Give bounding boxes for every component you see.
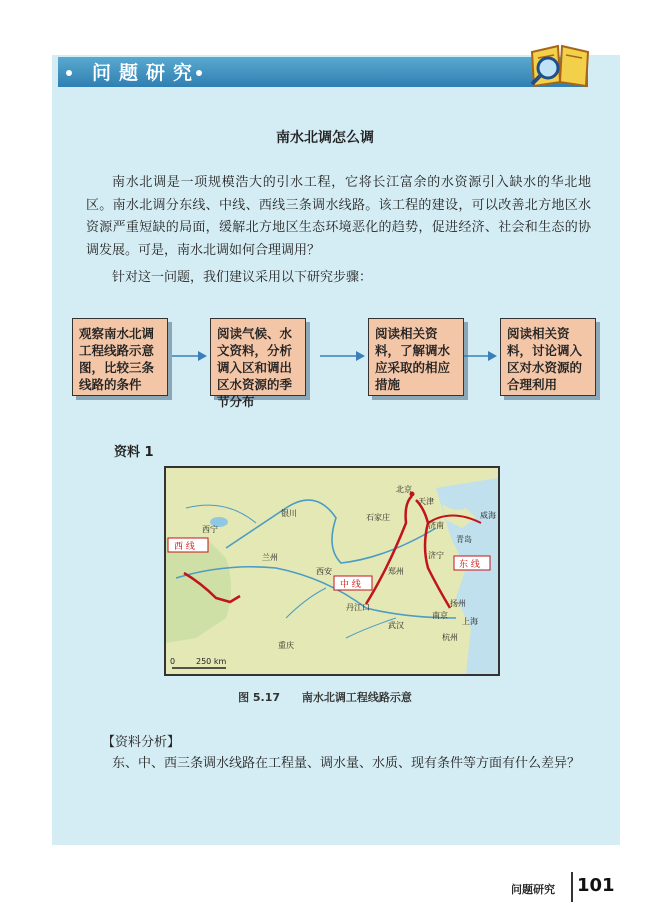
- footer-section-name: 问题研究: [511, 883, 555, 896]
- route-map: [164, 466, 500, 676]
- intro-paragraph: 南水北调是一项规模浩大的引水工程，它将长江富余的水资源引入缺水的华北地区。南水北调分东线、中线、西线三条调水线路。该工程的建设，可以改善北方地区水资源严重短缺的局面，缓解北方地区生态环境恶化的趋势，促进经济、社会和生态的协调发展。可是，南水北调如何合理调用？: [86, 175, 591, 258]
- article-title: 南水北调怎么调: [276, 130, 374, 146]
- city-label: 扬州: [450, 599, 466, 608]
- city-label: 西宁: [202, 525, 218, 534]
- city-label: 兰州: [262, 553, 278, 562]
- book-magnifier-icon: [528, 38, 592, 88]
- footer-divider: [571, 872, 573, 902]
- scale-zero: 0: [170, 657, 176, 666]
- page-number: 101: [577, 875, 615, 896]
- city-label: 天津: [418, 497, 434, 506]
- analysis-heading: 【资料分析】: [102, 735, 181, 750]
- step-box-4: 阅读相关资料，讨论调入区对水资源的合理利用: [500, 318, 596, 396]
- arrow-right-icon: [464, 350, 498, 362]
- step-box-2: 阅读气候、水文资料，分析调入区和调出区水资源的季节分布: [210, 318, 306, 396]
- middle-route-label: 中 线: [340, 580, 361, 590]
- banner-title: 问题研究: [92, 62, 201, 84]
- route-map-drawing: [166, 468, 498, 674]
- west-route-label: 西 线: [174, 542, 195, 552]
- city-label: 银川: [281, 509, 297, 518]
- figure-number: 图 5.17: [238, 691, 281, 704]
- step-box-3: 阅读相关资料，了解调水应采取的相应措施: [368, 318, 464, 396]
- city-label: 郑州: [388, 567, 404, 576]
- city-label: 北京: [396, 485, 412, 494]
- city-label: 重庆: [278, 641, 294, 650]
- city-label: 石家庄: [366, 513, 390, 522]
- arrow-right-icon: [320, 350, 366, 362]
- analysis-question: 东、中、西三条调水线路在工程量、调水量、水质、现有条件等方面有什么差异？: [112, 756, 581, 771]
- city-label: 西安: [316, 567, 332, 576]
- city-label: 南京: [432, 611, 448, 620]
- east-route-label: 东 线: [459, 560, 480, 570]
- banner-dot-left: [66, 70, 72, 76]
- figure-title: 南水北调工程线路示意: [301, 691, 412, 704]
- figure-caption: [0, 689, 650, 705]
- city-label: 济南: [428, 521, 444, 530]
- city-label: 济宁: [428, 551, 444, 560]
- step-box-1: 观察南水北调工程线路示意图，比较三条线路的条件: [72, 318, 168, 396]
- city-label: 丹江口: [346, 603, 370, 612]
- arrow-right-icon: [172, 350, 208, 362]
- steps-intro: 针对这一问题，我们建议采用以下研究步骤：: [112, 270, 373, 285]
- city-label: 青岛: [456, 535, 472, 544]
- resource-label: 资料 1: [114, 445, 154, 460]
- city-label: 武汉: [388, 621, 404, 630]
- scale-distance: 250 km: [196, 657, 227, 666]
- city-label: 杭州: [442, 633, 458, 642]
- city-label: 上海: [462, 617, 478, 626]
- city-label: 威海: [480, 511, 496, 520]
